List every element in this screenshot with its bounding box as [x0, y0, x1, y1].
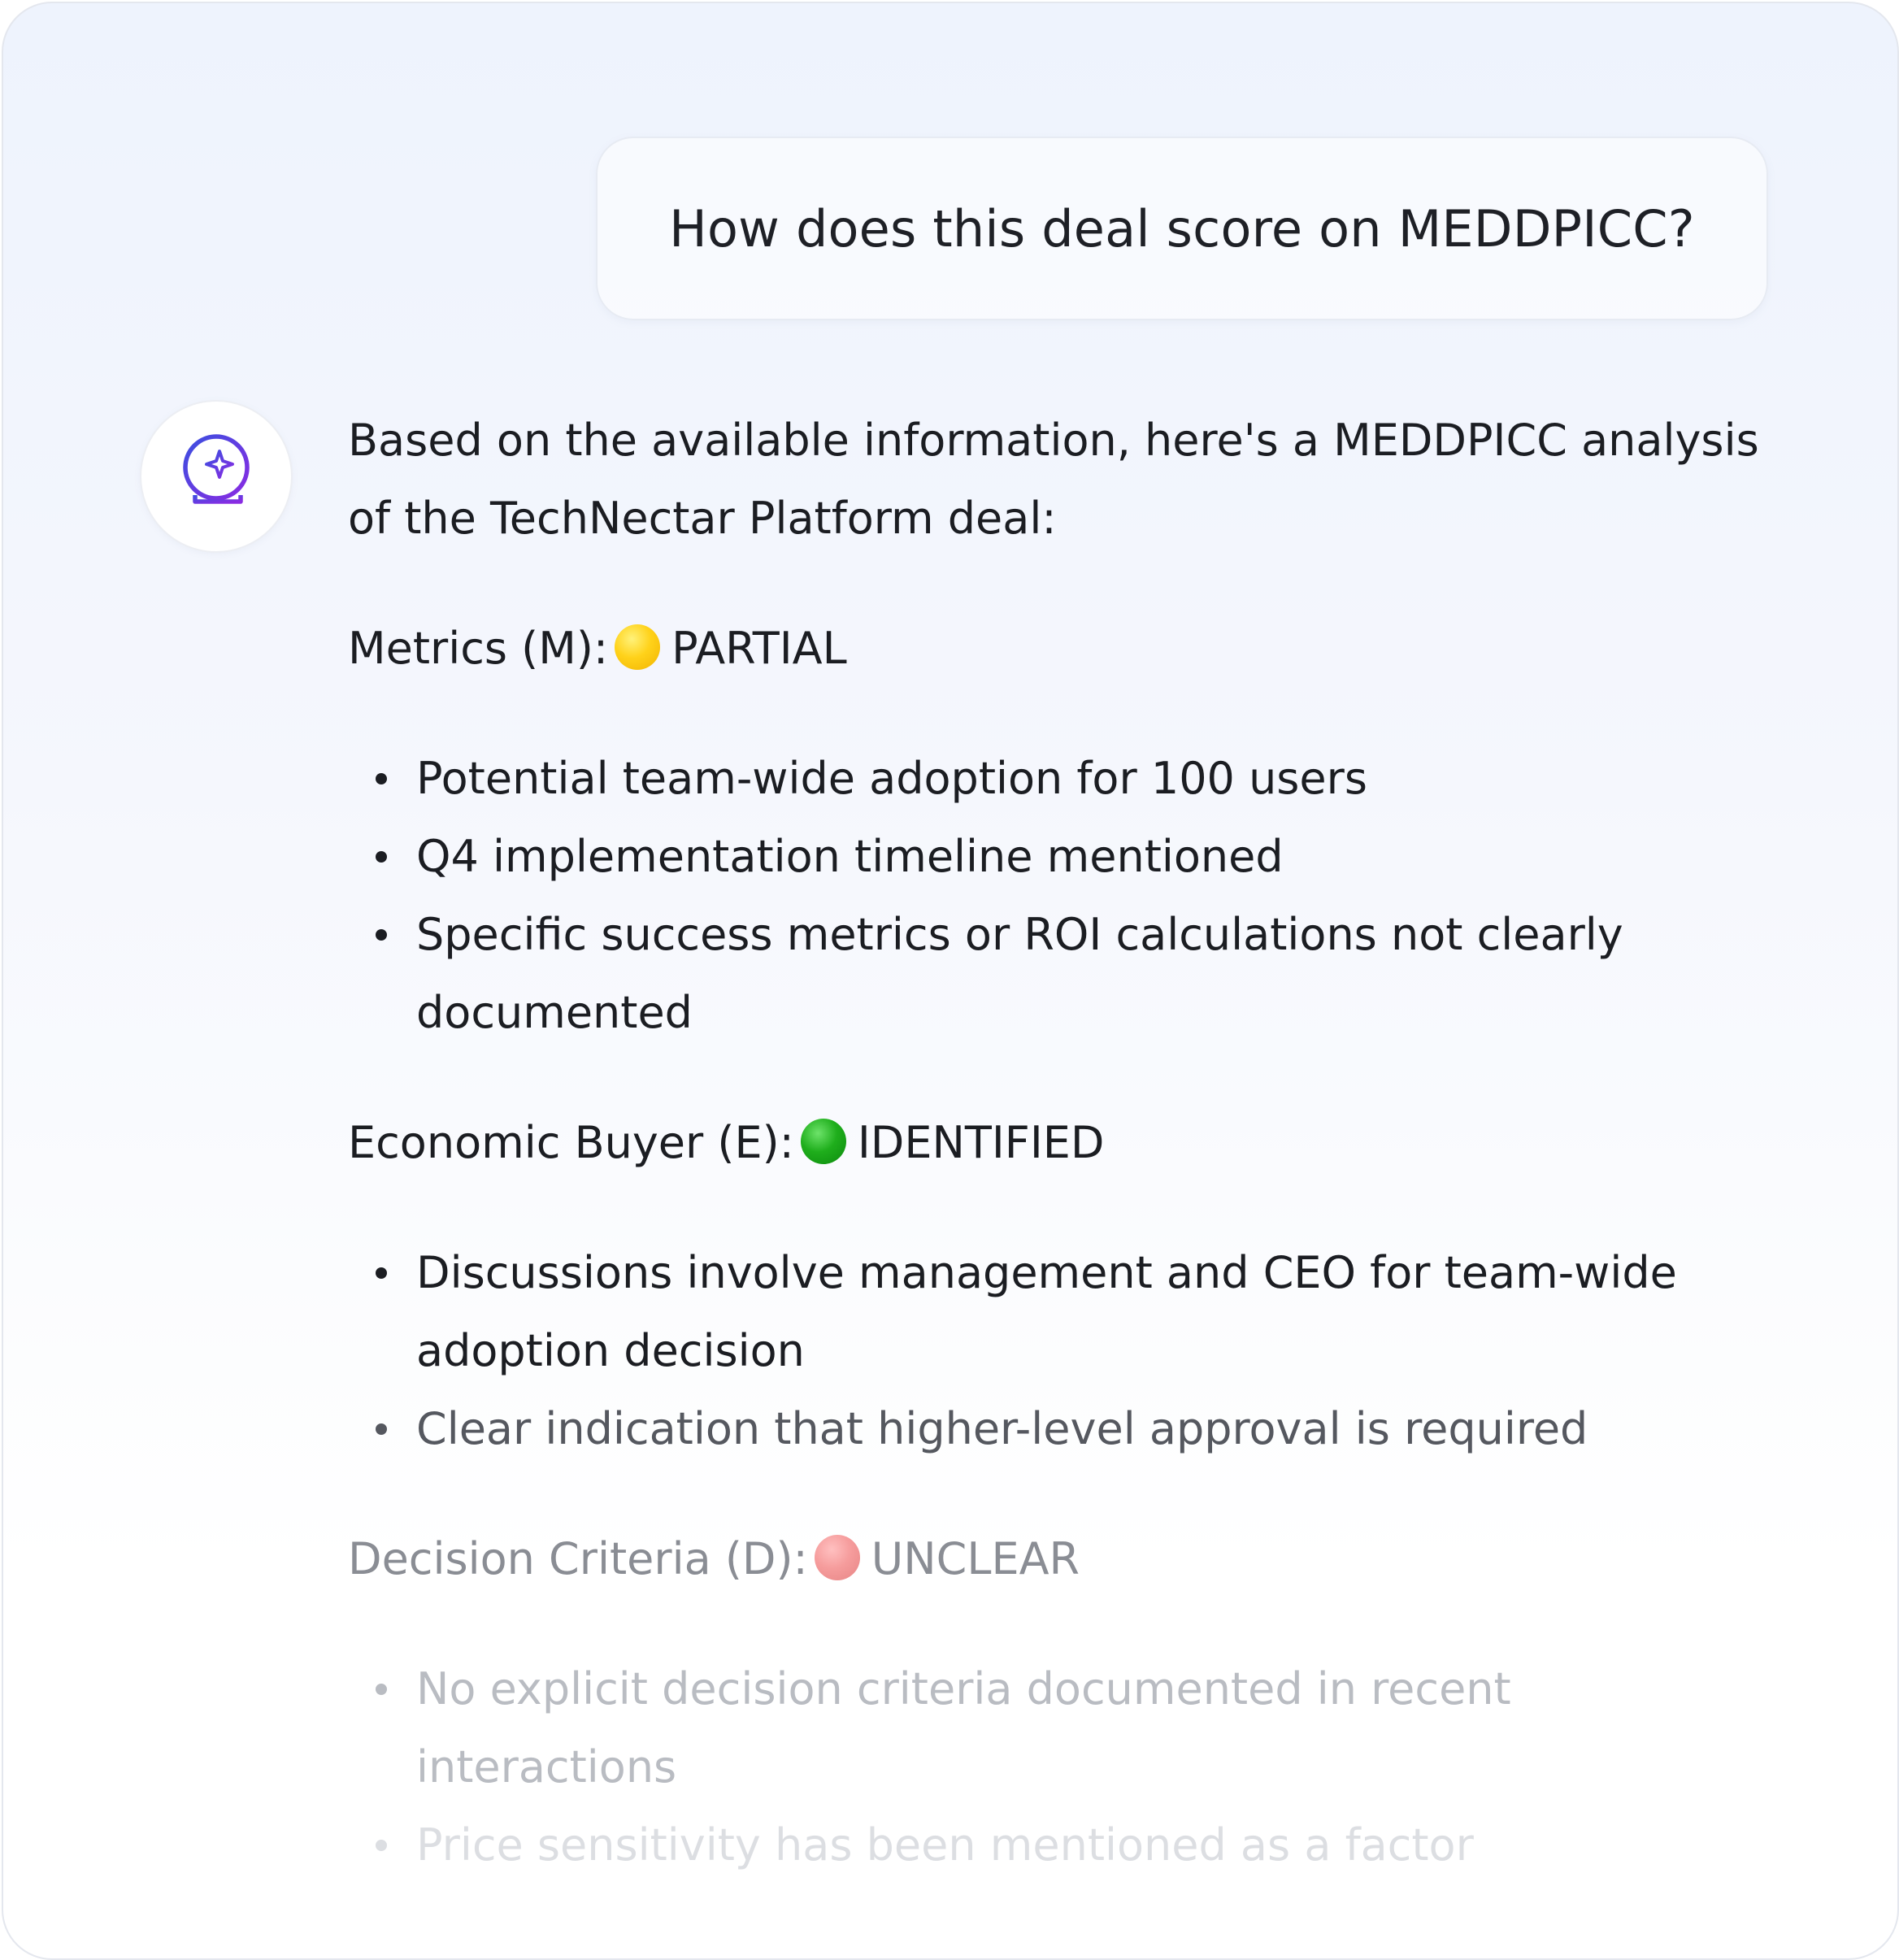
assistant-intro: Based on the available information, here's a MEDDPICC analysis of the TechNectar Platform deal:	[348, 415, 1759, 544]
list-item: Specific success metrics or ROI calculations not clearly documented	[416, 896, 1779, 1052]
economic-buyer-heading	[348, 1104, 1779, 1182]
metrics-status: PARTIAL	[671, 623, 847, 674]
metrics-label: Metrics (M):	[348, 623, 609, 674]
crystal-ball-sparkle-icon	[177, 432, 255, 521]
decision-criteria-label: Decision Criteria (D):	[348, 1533, 808, 1584]
list-item: Q4 implementation timeline mentioned	[416, 818, 1779, 896]
metrics-bullet-list	[348, 740, 1779, 1052]
list-item: Price sensitivity has been mentioned as a factor	[416, 1806, 1779, 1884]
list-item: Discussions involve management and CEO for team-wide adoption decision	[416, 1234, 1779, 1390]
economic-buyer-bullet-list	[348, 1234, 1779, 1468]
list-item: No explicit decision criteria documented in recent interactions	[416, 1650, 1779, 1806]
user-message-text: How does this deal score on MEDDPICC?	[669, 198, 1695, 259]
green-circle-icon	[801, 1119, 846, 1164]
economic-buyer-status: IDENTIFIED	[857, 1117, 1105, 1168]
list-item: Potential team-wide adoption for 100 users	[416, 740, 1779, 818]
chat-panel	[2, 2, 1899, 1960]
decision-criteria-heading	[348, 1520, 1779, 1598]
yellow-circle-icon	[615, 624, 660, 670]
assistant-avatar	[140, 400, 293, 553]
user-message-bubble	[596, 137, 1768, 320]
assistant-message	[348, 402, 1779, 1936]
metrics-heading	[348, 610, 1779, 688]
red-circle-icon	[815, 1535, 860, 1580]
decision-criteria-bullet-list	[348, 1650, 1779, 1884]
economic-buyer-label: Economic Buyer (E):	[348, 1117, 794, 1168]
list-item: Clear indication that higher-level approval is required	[416, 1390, 1779, 1468]
decision-criteria-status: UNCLEAR	[871, 1533, 1080, 1584]
